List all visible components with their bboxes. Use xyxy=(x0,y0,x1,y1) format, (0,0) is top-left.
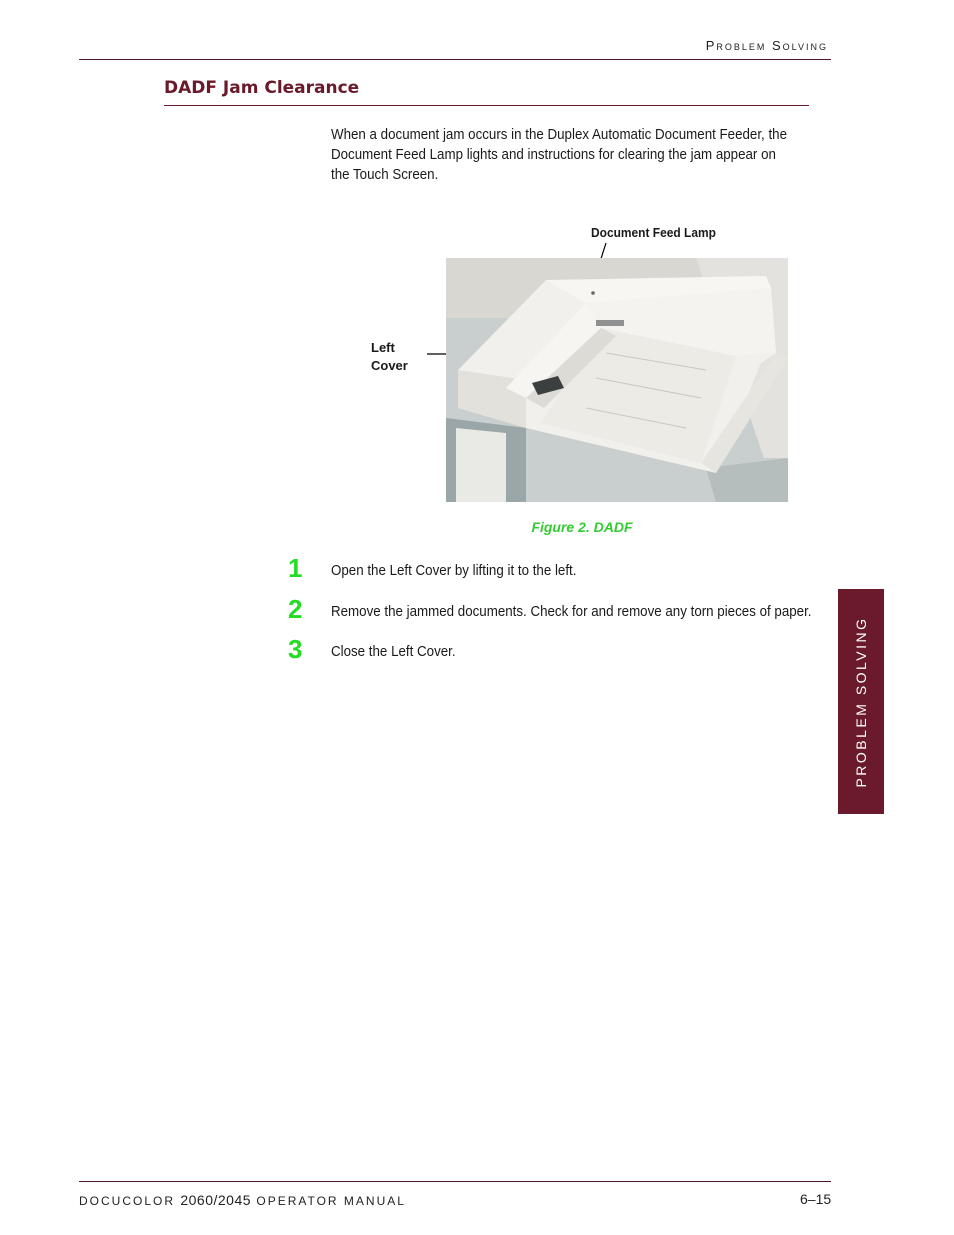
side-tab-label: PROBLEM SOLVING xyxy=(853,615,869,788)
section-title: DADF Jam Clearance xyxy=(164,78,360,98)
figure-caption: Figure 2. DADF xyxy=(531,519,633,535)
step-2-text: Remove the jammed documents. Check for and remove any torn pieces of paper. xyxy=(331,604,812,620)
step-2-number: 2 xyxy=(288,594,303,624)
intro-paragraph: When a document jam occurs in the Duplex Automatic Document Feeder, the Document Feed Lamp lights and instructions for clearing the jam appear on the Touch Screen. xyxy=(331,127,788,183)
footer-manual-title xyxy=(79,1192,406,1208)
step-3-number: 3 xyxy=(288,634,303,664)
dadf-photo xyxy=(446,258,788,502)
callout-document-feed-lamp: Document Feed Lamp xyxy=(591,225,716,240)
callout-left-cover-line2: Cover xyxy=(371,358,408,373)
step-3-text: Close the Left Cover. xyxy=(331,644,456,660)
footer-prefix: DOCUCOLOR xyxy=(79,1194,181,1208)
page-number: 6–15 xyxy=(800,1191,832,1207)
step-1-number: 1 xyxy=(288,553,303,583)
footer-suffix: OPERATOR MANUAL xyxy=(251,1194,406,1208)
step-1-text: Open the Left Cover by lifting it to the left. xyxy=(331,563,577,579)
side-tab xyxy=(838,589,884,814)
callout-left-cover-line1: Left xyxy=(371,340,395,355)
running-head: Problem Solving xyxy=(705,38,828,53)
footer-rule xyxy=(79,1181,831,1182)
footer-model: 2060/2045 xyxy=(180,1192,252,1208)
